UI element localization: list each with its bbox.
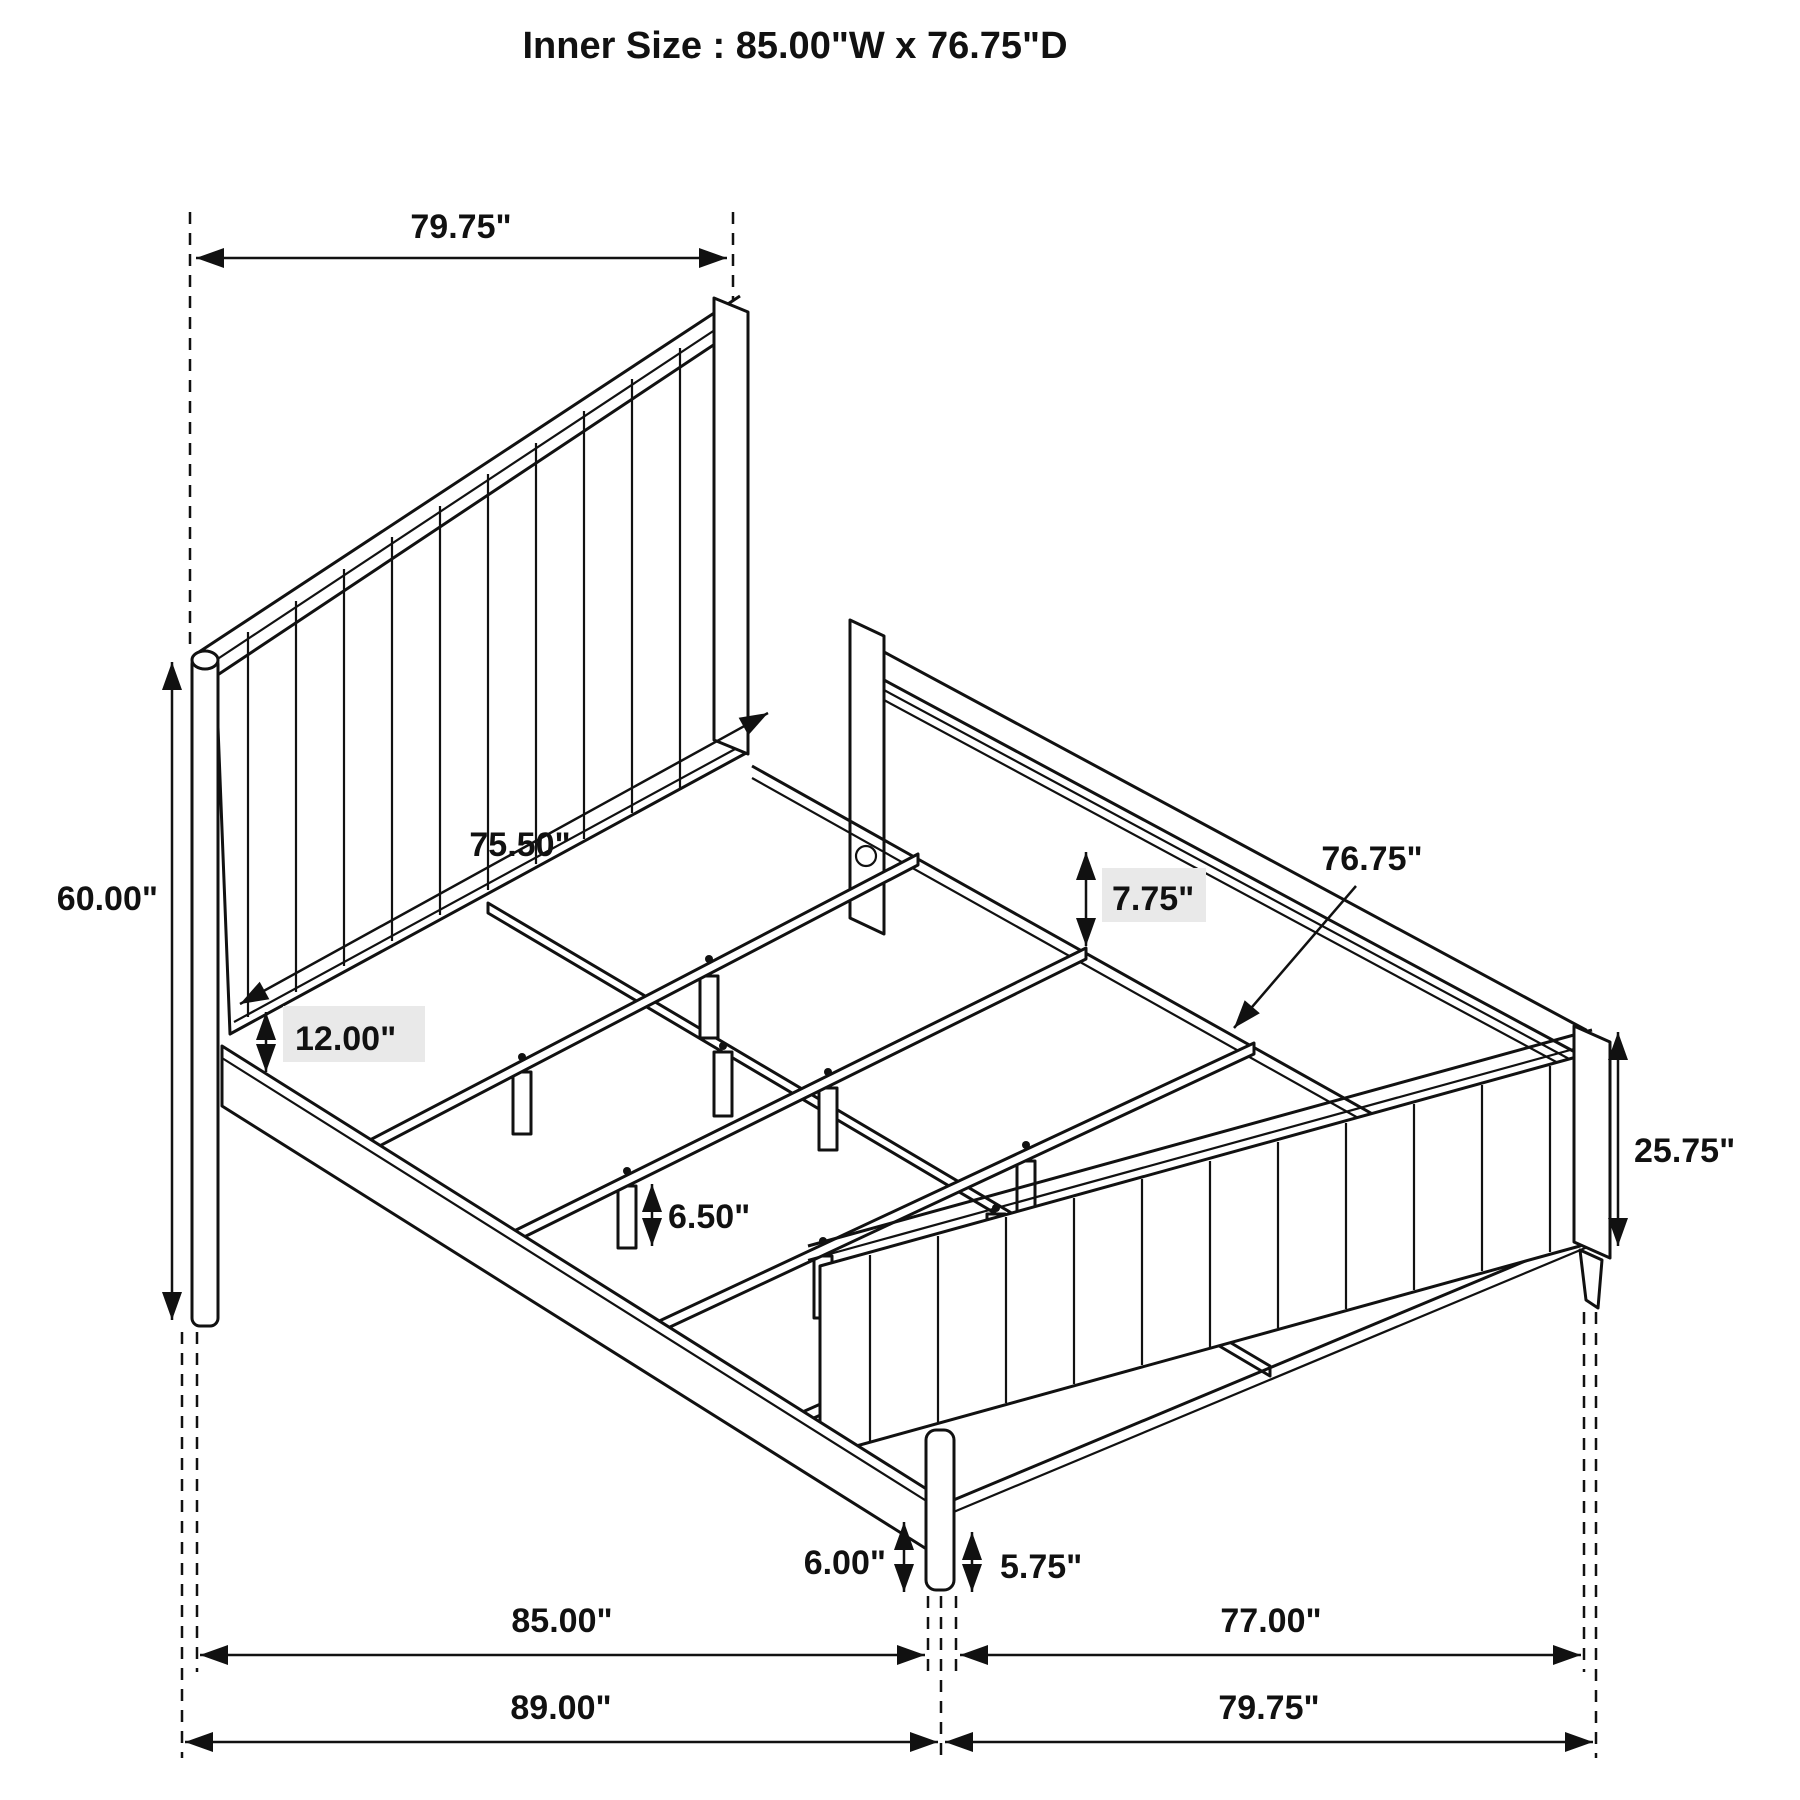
footboard-right-post: [1574, 1026, 1610, 1258]
bed-drawing: [192, 296, 1610, 1590]
dim-label-inner-width: 85.00": [511, 1602, 613, 1640]
dim-panel-to-rail: [266, 1006, 425, 1072]
dim-label-overall-depth: 79.75": [1218, 1689, 1320, 1727]
dim-label-slat-leg-height: 6.50": [668, 1198, 751, 1236]
dim-inner-width: [200, 1602, 925, 1655]
dim-label-rail-gap: 7.75": [1112, 880, 1195, 918]
headboard: [192, 296, 751, 1326]
dim-label-overall-width: 89.00": [510, 1689, 612, 1727]
slat-leg: [700, 976, 718, 1038]
center-rail-leg: [714, 1052, 732, 1116]
headboard-right-post: [714, 298, 748, 754]
dim-rail-leg-height: [804, 1522, 904, 1592]
dim-label-foot-leg-height: 5.75": [1000, 1548, 1083, 1586]
slat-leg: [819, 1088, 837, 1150]
headboard-left-post: [192, 656, 218, 1326]
footboard-right-leg: [1580, 1250, 1602, 1308]
slat-2: [512, 948, 1086, 1248]
dim-footboard-height: [1618, 1032, 1735, 1246]
dim-label-foot-span: 77.00": [1220, 1602, 1322, 1640]
dim-slat-leg-height: [652, 1184, 750, 1246]
dim-foot-leg-height: [972, 1532, 1082, 1592]
slat-leg: [513, 1072, 531, 1134]
footboard: [808, 1026, 1610, 1456]
footboard-left-leg: [926, 1430, 954, 1590]
diagram-title: Inner Size : 85.00"W x 76.75"D: [522, 25, 1068, 67]
dim-label-panel-width: 75.50": [469, 826, 571, 864]
dim-label-headboard-width: 79.75": [410, 208, 512, 246]
dim-label-footboard-height: 25.75": [1634, 1132, 1736, 1170]
dim-overall-depth: [945, 1689, 1593, 1742]
dim-label-panel-to-rail: 12.00": [295, 1020, 397, 1058]
slat-leg: [618, 1186, 636, 1248]
dim-rail-gap: [1086, 852, 1206, 946]
dim-label-rail-leg-height: 6.00": [803, 1544, 886, 1582]
dim-headboard-height: [57, 662, 172, 1320]
dim-foot-span: [960, 1602, 1581, 1655]
dim-overall-width: [185, 1689, 938, 1742]
dim-label-inner-depth: 76.75": [1321, 840, 1423, 878]
dim-label-headboard-height: 60.00": [56, 880, 158, 918]
